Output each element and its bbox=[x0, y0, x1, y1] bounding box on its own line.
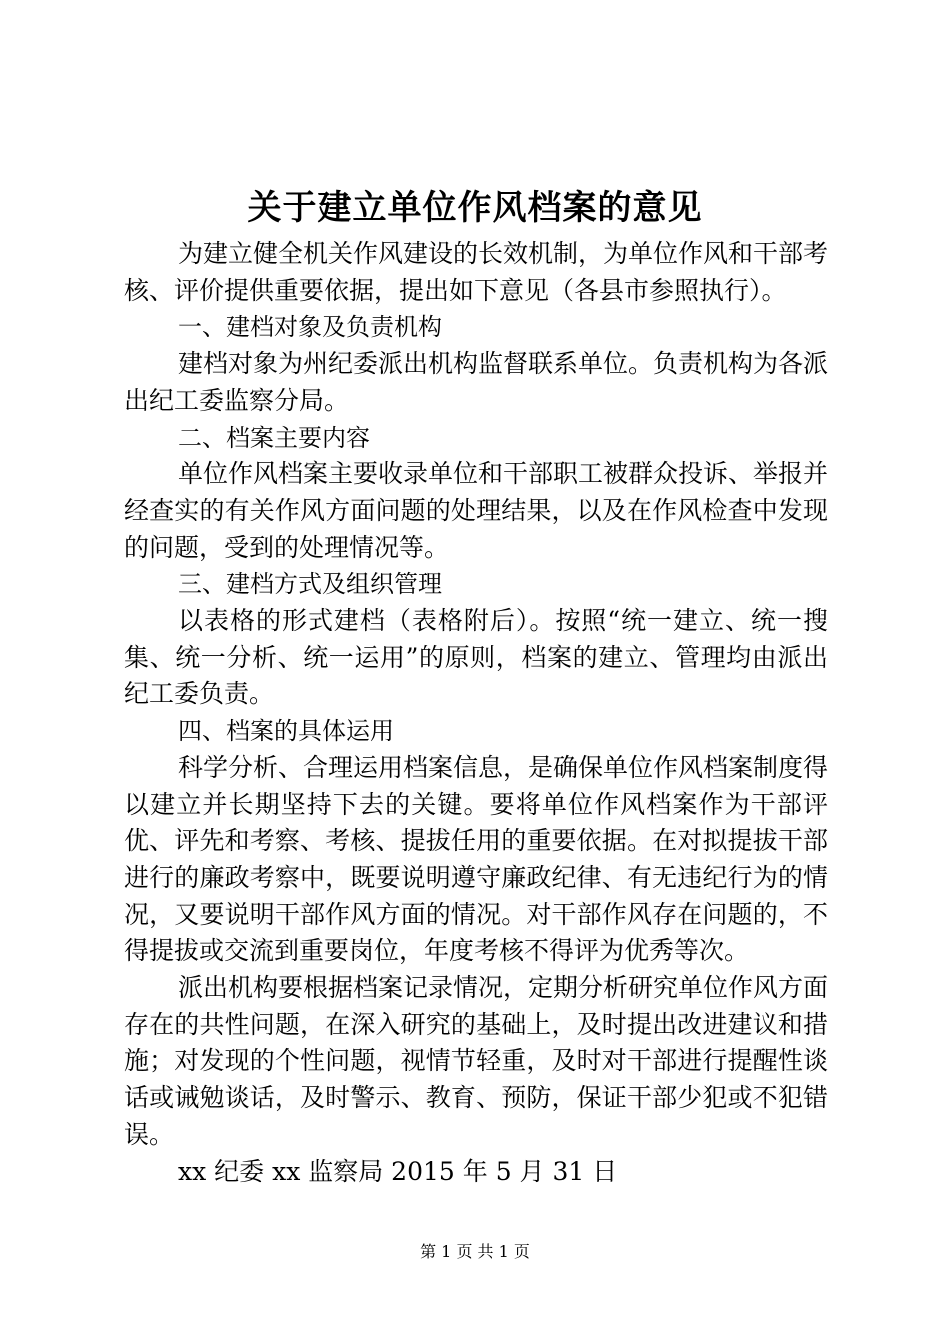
section-1 bbox=[124, 309, 828, 419]
page-footer: 第 1 页 共 1 页 bbox=[420, 1242, 530, 1261]
section-heading-2: 二、档案主要内容 bbox=[178, 423, 370, 452]
section-heading-3: 三、建档方式及组织管理 bbox=[178, 570, 442, 599]
signature-line: xx 纪委 xx 监察局 2015 年 5 月 31 日 bbox=[178, 1156, 618, 1186]
section-4 bbox=[124, 713, 828, 1153]
document-title: 关于建立单位作风档案的意见 bbox=[247, 188, 703, 228]
document-body bbox=[124, 236, 828, 1190]
section-2 bbox=[124, 420, 828, 567]
section-3 bbox=[124, 566, 828, 713]
section-4-paragraph-1: 科学分析、合理运用档案信息，是确保单位作风档案制度得以建立并长期坚持下去的关键。要将单位作风档案作为干部评优、评先和考察、考核、提拔任用的重要依据。在对拟提拔干部进行的廉政考察中，既要说明遵守廉政纪律、有无违纪行为的情况，又要说明干部作风方面的情况。对干部作风存在问题的，不得提拔或交流到重要岗位，年度考核不得评为优秀等次。 bbox=[124, 752, 829, 966]
section-3-paragraph-1: 以表格的形式建档（表格附后）。按照“统一建立、统一搜集、统一分析、统一运用”的原则，档案的建立、管理均由派出纪工委负责。 bbox=[124, 606, 828, 709]
section-2-paragraph-1: 单位作风档案主要收录单位和干部职工被群众投诉、举报并经查实的有关作风方面问题的处理结果，以及在作风检查中发现的问题，受到的处理情况等。 bbox=[124, 459, 829, 562]
section-heading-1: 一、建档对象及负责机构 bbox=[178, 313, 442, 342]
section-4-paragraph-2: 派出机构要根据档案记录情况，定期分析研究单位作风方面存在的共性问题，在深入研究的基础上，及时提出改进建议和措施；对发现的个性问题，视情节轻重，及时对干部进行提醒性谈话或诫勉谈话，及时警示、教育、预防，保证干部少犯或不犯错误。 bbox=[124, 973, 829, 1149]
section-1-paragraph-1: 建档对象为州纪委派出机构监督联系单位。负责机构为各派出纪工委监察分局。 bbox=[124, 349, 829, 415]
intro-paragraph: 为建立健全机关作风建设的长效机制，为单位作风和干部考核、评价提供重要依据，提出如下意见（各县市参照执行）。 bbox=[124, 239, 829, 305]
section-heading-4: 四、档案的具体运用 bbox=[178, 717, 394, 746]
